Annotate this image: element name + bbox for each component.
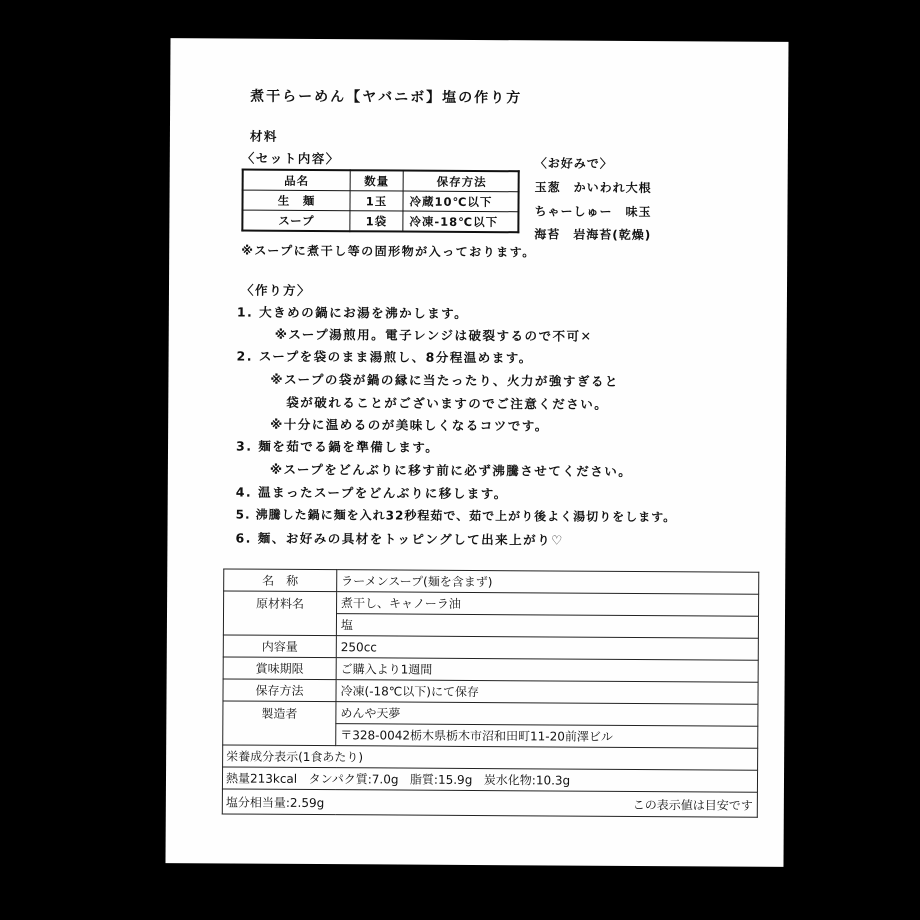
salt-value: 塩分相当量:2.59g <box>225 794 325 810</box>
protein-value: タンパク質:7.0g <box>308 771 399 787</box>
value-cell: ご購入より1週間 <box>336 658 758 683</box>
table-row <box>222 789 757 817</box>
optional-heading: 〈お好みで〉 <box>534 156 613 171</box>
carbs-value: 炭水化物:10.3g <box>483 773 571 788</box>
nutrition-heading: 栄養成分表示(1食あたり) <box>223 745 758 770</box>
table-row <box>223 745 758 770</box>
table-row <box>224 569 759 594</box>
salt-row-inner <box>226 793 753 813</box>
set-heading: 〈セット内容〉 <box>241 150 340 167</box>
method-note: ※十分に温めるのが美味しくなるコツです。 <box>270 416 549 434</box>
table-row <box>242 210 518 232</box>
header-cell: 品名 <box>243 170 351 191</box>
label-cell: 原材料名 <box>223 591 336 636</box>
table-row <box>223 657 758 682</box>
value-cell: めんや天夢 <box>336 702 758 727</box>
nutrition-values <box>222 767 757 792</box>
value-cell: ラーメンスープ(麺を含まず) <box>337 570 759 595</box>
set-note: ※スープに煮干し等の固形物が入っております。 <box>241 243 536 260</box>
label-cell: 保存方法 <box>223 679 336 702</box>
value-cell: 冷凍(-18℃以下)にて保存 <box>336 680 758 705</box>
cell: 冷凍-18℃以下 <box>403 211 519 232</box>
method-note: ※スープ湯煎用。電子レンジは破裂するので不可✕ <box>274 326 593 344</box>
method-note: 袋が破れることがございますのでご注意ください。 <box>286 394 609 412</box>
table-row <box>224 591 759 616</box>
method-step: 4. 温まったスープをどんぶりに移します。 <box>235 484 508 502</box>
salt-row <box>222 789 757 817</box>
label-cell: 製造者 <box>223 701 336 746</box>
label-cell: 内容量 <box>223 635 336 658</box>
table-row <box>223 635 758 660</box>
label-cell: 賞味期限 <box>223 657 336 680</box>
value-cell: 〒328-0042栃木県栃木市沼和田町11-20前澤ビル <box>336 724 758 749</box>
table-header-row <box>243 170 519 192</box>
optional-line: 玉葱 かいわれ大根 <box>534 180 652 196</box>
label-cell: 名 称 <box>224 569 337 592</box>
method-note: ※スープの袋が鍋の縁に当たったり、火力が強すぎると <box>270 371 619 389</box>
value-cell: 250cc <box>336 636 758 661</box>
fat-value: 脂質:15.9g <box>409 772 473 787</box>
instruction-sheet <box>165 38 788 867</box>
method-heading: 〈作り方〉 <box>240 282 312 298</box>
ingredients-heading: 材料 <box>249 128 278 144</box>
method-step: 6. 麺、お好みの具材をトッピングして出来上がり♡ <box>235 530 564 548</box>
value-cell: 塩 <box>336 614 758 639</box>
header-cell: 数量 <box>350 170 403 191</box>
optional-line: 海苔 岩海苔(乾燥) <box>534 227 652 243</box>
method-step: 1. 大きめの鍋にお湯を沸かします。 <box>236 304 469 321</box>
energy-value: 熱量213kcal <box>225 771 298 786</box>
method-step: 2. スープを袋のまま湯煎し、8分程温めます。 <box>236 348 533 366</box>
table-row <box>223 701 758 726</box>
cell: 1袋 <box>350 211 403 232</box>
table-row <box>222 767 757 792</box>
optional-line: ちゃーしゅー 味玉 <box>534 204 652 220</box>
set-contents-table <box>241 169 519 234</box>
product-info-table <box>222 568 759 817</box>
header-cell: 保存方法 <box>403 171 519 192</box>
method-step: 3. 麺を茹でる鍋を準備します。 <box>235 438 440 455</box>
disclaimer: この表示値は目安です <box>632 797 753 813</box>
cell: 1玉 <box>350 191 403 211</box>
method-note: ※スープをどんぶりに移す前に必ず沸騰させてください。 <box>269 461 633 479</box>
value-cell: 煮干し、キャノーラ油 <box>337 592 759 617</box>
cell: 生 麺 <box>242 190 350 211</box>
table-row <box>242 190 518 212</box>
method-step: 5. 沸騰した鍋に麺を入れ32秒程茹で、茹で上がり後よく湯切りをします。 <box>235 507 677 525</box>
cell: スープ <box>242 210 350 231</box>
page-title: 煮干らーめん【ヤバニボ】塩の作り方 <box>250 88 523 107</box>
table-row <box>223 679 758 704</box>
cell: 冷蔵10℃以下 <box>403 191 519 212</box>
